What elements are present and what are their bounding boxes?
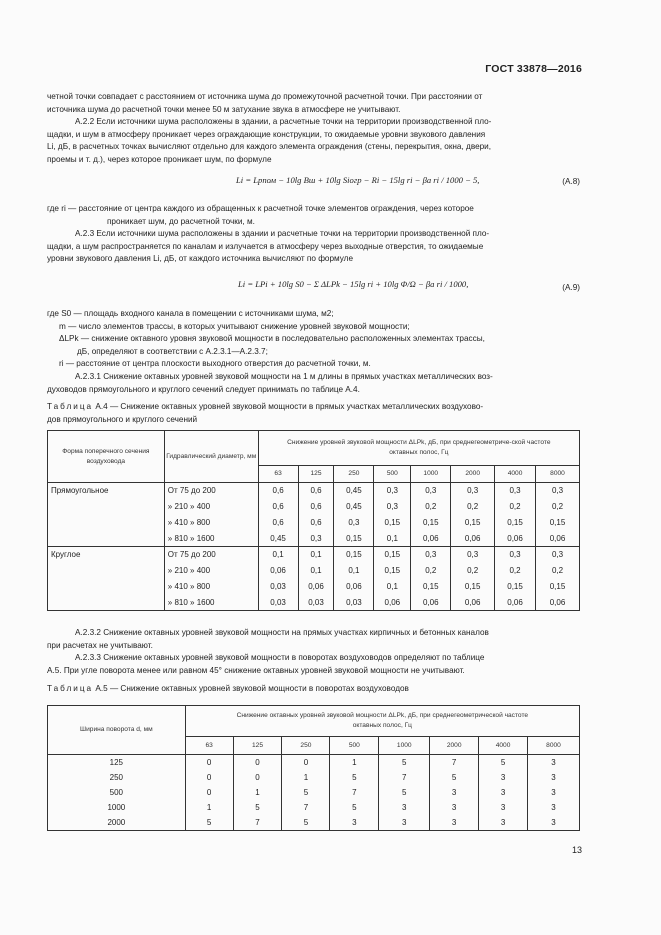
value-cell: 0,2	[411, 499, 451, 515]
value-cell: 0	[233, 755, 282, 771]
value-cell: 1	[185, 800, 233, 815]
value-cell: 0,3	[334, 515, 374, 531]
value-cell: 0,45	[258, 531, 298, 547]
value-cell: 7	[430, 755, 479, 771]
value-cell: 3	[330, 815, 379, 831]
shape-cell	[48, 595, 165, 611]
para-line: где ri — расстояние от центра каждого из обращенных к расчетной точке элементов ограждения, через которое	[47, 204, 474, 213]
table-row	[48, 579, 580, 595]
value-cell: 0,6	[298, 483, 334, 499]
diameter-cell: » 210 » 400	[164, 499, 258, 515]
value-cell: 5	[379, 755, 430, 771]
value-cell: 0	[282, 755, 330, 771]
value-cell: 0,6	[258, 515, 298, 531]
table-row	[48, 800, 580, 815]
freq-header: 250	[334, 466, 374, 483]
value-cell: 0,06	[536, 531, 580, 547]
value-cell: 0,6	[258, 483, 298, 499]
value-cell: 0,1	[298, 547, 334, 563]
body-text-bottom	[47, 627, 580, 677]
value-cell: 3	[479, 770, 528, 785]
freq-header: 125	[298, 466, 334, 483]
value-cell: 0,1	[374, 531, 411, 547]
para-line: Li, дБ, в расчетных точках вычисляют отдельно для каждого элемента ограждения (стены, перекрытия, окна, двери,	[47, 142, 492, 152]
width-cell: 500	[48, 785, 186, 800]
value-cell: 3	[479, 800, 528, 815]
para-line: А.2.3.1 Снижение октавных уровней звуковой мощности на 1 м длины в прямых участках металлических воз-	[75, 371, 493, 381]
value-cell: 0,03	[298, 595, 334, 611]
diameter-cell: От 75 до 200	[164, 547, 258, 563]
table-row	[48, 563, 580, 579]
table-row	[48, 547, 580, 563]
para-line: m — число элементов трассы, в которых учитывают снижение уровней звуковой мощности;	[59, 321, 410, 331]
value-cell: 5	[430, 770, 479, 785]
value-cell: 0,15	[451, 515, 495, 531]
freq-header: 2000	[451, 466, 495, 483]
freq-header: 4000	[495, 466, 536, 483]
shape-cell	[48, 531, 165, 547]
width-cell: 2000	[48, 815, 186, 831]
para-line: А.2.3 Если источники шума расположены в здании и расчетные точки на территории производственной пло-	[75, 229, 490, 239]
width-cell: 1000	[48, 800, 186, 815]
freq-header: 125	[233, 737, 282, 755]
diameter-cell: От 75 до 200	[164, 483, 258, 499]
table-a4	[47, 430, 580, 611]
value-cell: 0,15	[374, 563, 411, 579]
value-cell: 0,6	[298, 499, 334, 515]
formula-number-a8: (А.8)	[562, 177, 580, 186]
table-a5-caption: Таблица А.5 — Снижение октавных уровней звуковой мощности в поворотах воздуховодов	[47, 684, 409, 693]
value-cell: 0,1	[258, 547, 298, 563]
shape-cell	[48, 579, 165, 595]
shape-cell: Круглое	[48, 547, 165, 563]
freq-header: 1000	[379, 737, 430, 755]
para-line: при расчетах не учитывают.	[47, 640, 153, 650]
body-text-middle	[47, 203, 580, 266]
value-cell: 3	[379, 815, 430, 831]
para-line: ΔLPk — снижение октавного уровня звуковой мощности в последовательно расположенных элементах трассы,	[59, 334, 485, 344]
value-cell: 0,06	[334, 579, 374, 595]
value-cell: 0,15	[411, 515, 451, 531]
table-row	[48, 785, 580, 800]
value-cell: 0,06	[495, 595, 536, 611]
value-cell: 3	[479, 785, 528, 800]
freq-header: 1000	[411, 466, 451, 483]
value-cell: 0,2	[411, 563, 451, 579]
freq-header: 500	[330, 737, 379, 755]
value-cell: 7	[282, 800, 330, 815]
value-cell: 5	[282, 785, 330, 800]
value-cell: 0,1	[334, 563, 374, 579]
table-row	[48, 815, 580, 831]
shape-cell: Прямоугольное	[48, 483, 165, 499]
table-row	[48, 515, 580, 531]
value-cell: 0,06	[411, 531, 451, 547]
freq-header: 2000	[430, 737, 479, 755]
value-cell: 5	[330, 770, 379, 785]
value-cell: 3	[528, 755, 580, 771]
para-line: А.2.3.3 Снижение октавных уровней звуковой мощности в поворотах воздуховодов определяют по таблице	[75, 653, 485, 663]
value-cell: 1	[282, 770, 330, 785]
table-row	[48, 531, 580, 547]
para-line: источника шума до расчетной точки менее 50 м затухание звука в атмосфере не учитывают.	[47, 104, 401, 114]
value-cell: 0,3	[451, 483, 495, 499]
value-cell: 0,2	[451, 499, 495, 515]
header-diameter: Гидравлический диаметр, мм	[164, 431, 258, 483]
table-row	[48, 483, 580, 499]
value-cell: 0,6	[258, 499, 298, 515]
value-cell: 3	[430, 785, 479, 800]
value-cell: 0,45	[334, 483, 374, 499]
value-cell: 0,06	[451, 531, 495, 547]
formula-number-a9: (А.9)	[562, 283, 580, 292]
value-cell: 0,06	[374, 595, 411, 611]
freq-header: 63	[258, 466, 298, 483]
value-cell: 0,15	[334, 531, 374, 547]
value-cell: 0,2	[495, 563, 536, 579]
table-a4-caption: Таблица А.4 — Снижение октавных уровней звуковой мощности в прямых участках металлических воздухово- дов прямоугольного и круглого сечений	[47, 402, 484, 424]
value-cell: 0	[185, 785, 233, 800]
shape-cell	[48, 499, 165, 515]
value-cell: 0,45	[334, 499, 374, 515]
para-line: где S0 — площадь входного канала в помещении с источниками шума, м2;	[47, 309, 334, 318]
value-cell: 3	[379, 800, 430, 815]
value-cell: 0,2	[536, 563, 580, 579]
value-cell: 5	[379, 785, 430, 800]
value-cell: 0	[233, 770, 282, 785]
value-cell: 3	[479, 815, 528, 831]
value-cell: 5	[330, 800, 379, 815]
value-cell: 7	[330, 785, 379, 800]
value-cell: 0,1	[298, 563, 334, 579]
diameter-cell: » 810 » 1600	[164, 531, 258, 547]
para-line: ri — расстояние от центра плоскости выходного отверстия до расчетной точки, м.	[59, 359, 371, 369]
diameter-cell: » 810 » 1600	[164, 595, 258, 611]
value-cell: 0,15	[374, 515, 411, 531]
shape-cell	[48, 563, 165, 579]
value-cell: 1	[233, 785, 282, 800]
value-cell: 0,15	[536, 579, 580, 595]
table-row	[48, 755, 580, 771]
freq-header: 8000	[536, 466, 580, 483]
value-cell: 1	[330, 755, 379, 771]
value-cell: 0,15	[495, 579, 536, 595]
value-cell: 0,6	[298, 515, 334, 531]
value-cell: 0,06	[258, 563, 298, 579]
value-cell: 0,15	[495, 515, 536, 531]
para-line: А.2.3.2 Снижение октавных уровней звуковой мощности на прямых участках кирпичных и бетонных каналов	[75, 628, 489, 637]
value-cell: 0,15	[334, 547, 374, 563]
para-line: проемы и т. д.), через которое проникает шум, по формуле	[47, 154, 272, 164]
para-line: четной точки совпадает с расстоянием от источника шума до промежуточной расчетной точки. При расстоянии от	[47, 92, 483, 101]
freq-header: 8000	[528, 737, 580, 755]
para-line: дБ, определяют в соответствии с А.2.3.1—А.2.3.7;	[77, 346, 268, 356]
value-cell: 0,15	[536, 515, 580, 531]
value-cell: 0,3	[536, 547, 580, 563]
value-cell: 5	[479, 755, 528, 771]
para-line: А.5. При угле поворота менее или равном 45° снижение октавных уровней звуковой мощности не учитывают.	[47, 665, 465, 675]
value-cell: 3	[430, 815, 479, 831]
value-cell: 0,3	[536, 483, 580, 499]
value-cell: 0,06	[536, 595, 580, 611]
para-line: уровни звукового давления Li, дБ, от каждого источника вычисляют по формуле	[47, 254, 354, 264]
width-cell: 250	[48, 770, 186, 785]
para-line: духоводов прямоугольного и круглого сечений следует принимать по таблице А.4.	[47, 384, 360, 394]
value-cell: 7	[379, 770, 430, 785]
value-cell: 0,03	[334, 595, 374, 611]
value-cell: 0,3	[374, 499, 411, 515]
value-cell: 0	[185, 755, 233, 771]
header-group: Снижение уровней звуковой мощности ΔLPk, дБ, при среднегеометриче-ской частоте октавных полос, Гц	[258, 431, 579, 466]
value-cell: 0,2	[536, 499, 580, 515]
header-shape: Форма поперечного сечения воздуховода	[48, 431, 165, 483]
width-cell: 125	[48, 755, 186, 771]
freq-header: 4000	[479, 737, 528, 755]
value-cell: 0,06	[298, 579, 334, 595]
value-cell: 3	[528, 815, 580, 831]
standard-header: ГОСТ 33878—2016	[485, 63, 582, 75]
diameter-cell: » 410 » 800	[164, 515, 258, 531]
value-cell: 3	[528, 800, 580, 815]
value-cell: 0,3	[495, 547, 536, 563]
shape-cell	[48, 515, 165, 531]
diameter-cell: » 410 » 800	[164, 579, 258, 595]
body-text-definitions	[47, 308, 580, 396]
table-row	[48, 595, 580, 611]
value-cell: 0,3	[374, 483, 411, 499]
diameter-cell: » 210 » 400	[164, 563, 258, 579]
value-cell: 0,06	[451, 595, 495, 611]
value-cell: 0,03	[258, 579, 298, 595]
para-line: проникает шум, до расчетной точки, м.	[107, 216, 255, 226]
page-number: 13	[571, 845, 582, 855]
value-cell: 0,2	[451, 563, 495, 579]
value-cell: 0,3	[411, 483, 451, 499]
value-cell: 3	[430, 800, 479, 815]
header-group: Снижение октавных уровней звуковой мощности ΔLPk, дБ, при среднегеометрической частоте октавных полос, Гц	[185, 706, 579, 737]
value-cell: 7	[233, 815, 282, 831]
value-cell: 0,3	[411, 547, 451, 563]
para-line: щадки, а шум распространяется по каналам и излучается в атмосферу через выходные отверстия, то ожидаемые	[47, 241, 484, 251]
table-a5	[47, 705, 580, 831]
value-cell: 0,03	[258, 595, 298, 611]
freq-header: 500	[374, 466, 411, 483]
header-width: Ширина поворота d, мм	[48, 706, 186, 755]
formula-a8: Li = Lpпом − 10lg Bш + 10lg Siогр − Ri − 15lg ri − βa ri / 1000 − 5,	[236, 175, 480, 185]
freq-header: 250	[282, 737, 330, 755]
value-cell: 0	[185, 770, 233, 785]
value-cell: 5	[233, 800, 282, 815]
formula-a9: Li = LPi + 10lg S0 − Σ ΔLPk − 15lg ri + 10lg Φ/Ω − βa ri / 1000,	[238, 279, 469, 289]
value-cell: 3	[528, 770, 580, 785]
table-row	[48, 770, 580, 785]
value-cell: 0,06	[411, 595, 451, 611]
value-cell: 0,15	[411, 579, 451, 595]
para-line: А.2.2 Если источники шума расположены в здании, а расчетные точки на территории производственной пло-	[75, 117, 492, 127]
value-cell: 0,1	[374, 579, 411, 595]
value-cell: 5	[185, 815, 233, 831]
value-cell: 0,15	[451, 579, 495, 595]
value-cell: 0,3	[298, 531, 334, 547]
value-cell: 0,3	[495, 483, 536, 499]
freq-header: 63	[185, 737, 233, 755]
table-row	[48, 499, 580, 515]
value-cell: 0,3	[451, 547, 495, 563]
body-text-top	[47, 91, 580, 167]
value-cell: 0,15	[374, 547, 411, 563]
value-cell: 0,2	[495, 499, 536, 515]
value-cell: 3	[528, 785, 580, 800]
value-cell: 0,06	[495, 531, 536, 547]
value-cell: 5	[282, 815, 330, 831]
para-line: щадки, и шум в атмосферу проникает через ограждающие конструкции, то ожидаемые уровни звукового давления	[47, 129, 486, 139]
